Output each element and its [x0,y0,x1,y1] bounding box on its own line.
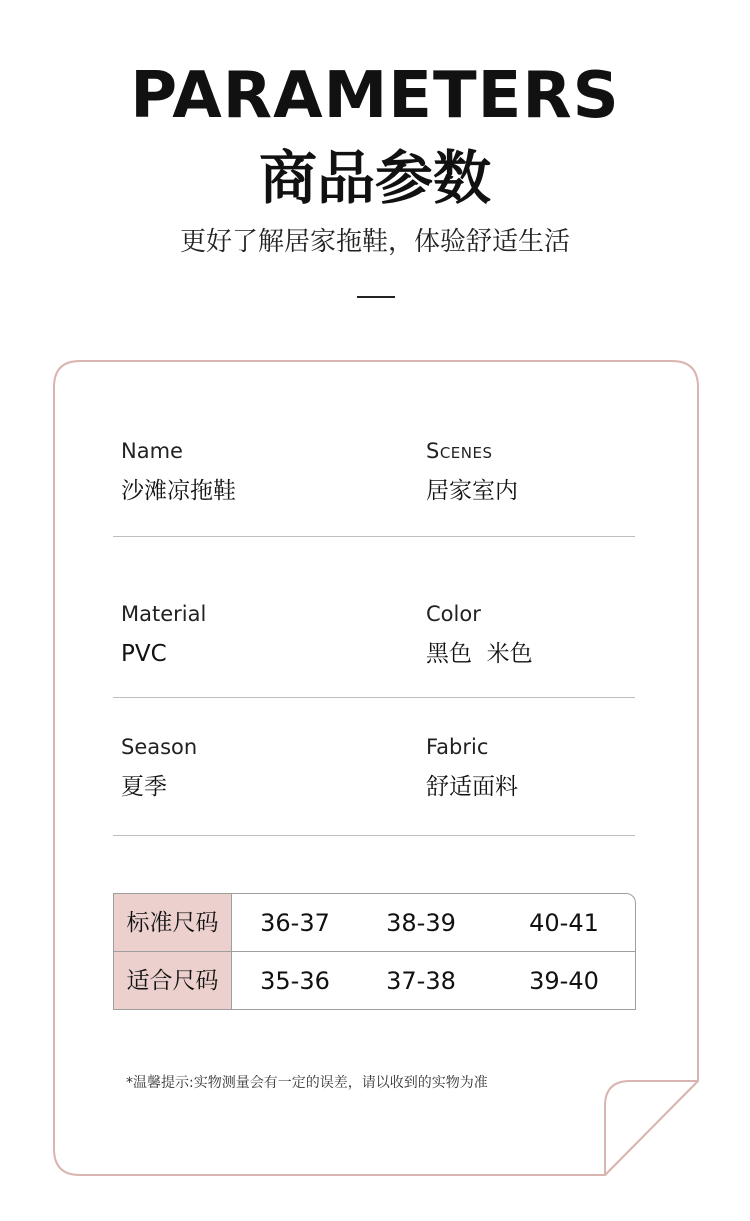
page-subtitle: 更好了解居家拖鞋，体验舒适生活 [179,227,570,257]
size-row-standard [114,894,636,952]
param-color [426,600,533,670]
param-value: 夏季 [121,774,167,800]
param-value: PVC [121,641,167,667]
row-divider [113,697,635,698]
size-row-header: 标准尺码 [114,894,232,951]
page-title-en: PARAMETERS [130,59,620,133]
page-curl-fold [605,1081,698,1175]
param-label: Material [121,602,207,626]
param-value: 居家室内 [426,478,518,504]
size-cell: 38-39 [386,909,456,937]
param-name [121,437,236,507]
param-material [121,600,206,670]
param-label: Fabric [426,735,489,759]
param-scenes [426,437,518,507]
param-label: Color [426,602,481,626]
size-row-fit [114,952,636,1010]
param-fabric [426,733,518,803]
param-label: Scenes [426,439,493,463]
param-label: Name [121,439,183,463]
param-season [121,733,197,803]
param-label: Season [121,735,198,759]
page-title-cn: 商品参数 [258,144,491,212]
size-cell: 39-40 [529,967,599,995]
size-row-header: 适合尺码 [114,952,232,1010]
size-cell: 37-38 [386,967,456,995]
size-cell: 36-37 [260,909,330,937]
param-value: 沙滩凉拖鞋 [121,478,236,504]
size-table [113,893,636,1010]
disclaimer-note: *温馨提示:实物测量会有一定的误差，请以收到的实物为准 [126,1075,488,1091]
size-cell: 35-36 [260,967,330,995]
param-value: 舒适面料 [426,774,518,800]
size-cell: 40-41 [529,909,599,937]
param-value: 黑色 米色 [426,641,533,667]
row-divider [113,536,635,537]
row-divider [113,835,635,836]
